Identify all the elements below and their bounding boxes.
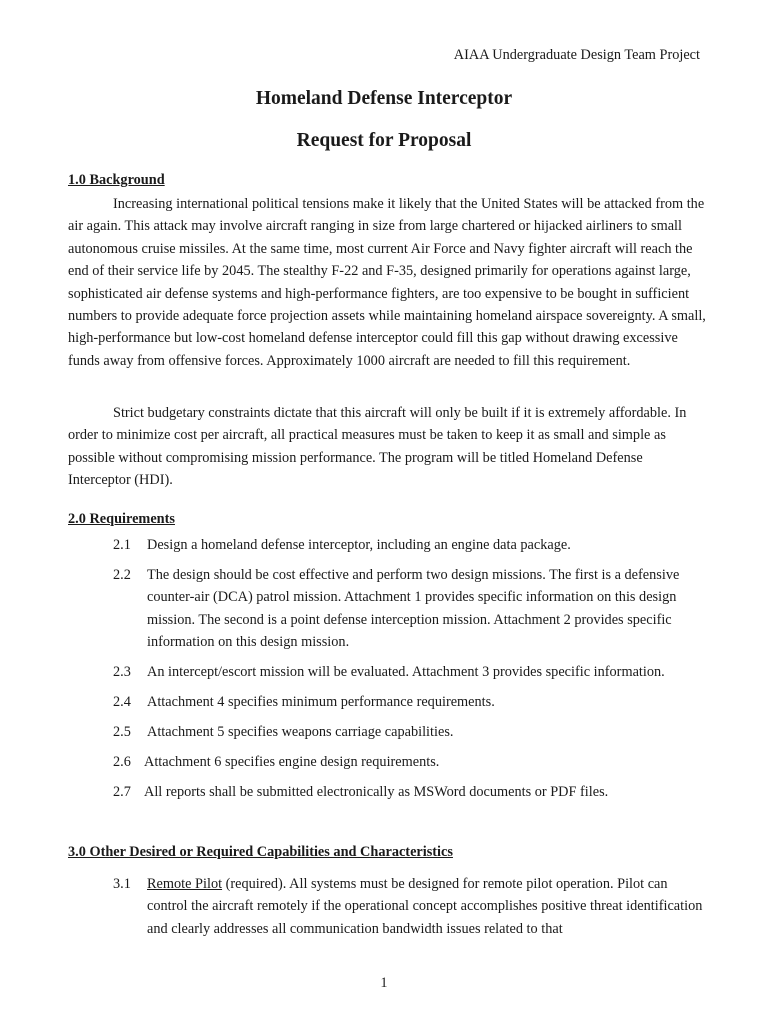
requirement-number: 2.7 [113,784,131,800]
capability-term: Remote Pilot [147,876,223,892]
requirement-item [113,751,713,773]
requirement-item [113,781,713,803]
requirement-number: 2.3 [113,664,131,680]
requirement-number: 2.2 [113,567,131,583]
capability-number: 3.1 [113,876,131,892]
section-heading-requirements: 2.0 Requirements [68,511,175,527]
document-subtitle: Request for Proposal [296,130,472,151]
requirement-text: The design should be cost effective and perform two design missions. The first is a defensive counter-air (DCA) patrol mission. Attachment 1 provides specific information on this design mission. The second is a point defense interception mission. Attachment 2 provides specific information on this design mission. [147,567,680,651]
requirement-number: 2.5 [113,724,131,740]
requirement-item [113,564,713,654]
page-number: 1 [380,975,388,991]
requirement-item [113,691,713,713]
requirement-text: Attachment 4 specifies minimum performance requirements. [147,694,495,710]
requirement-text: Attachment 5 specifies weapons carriage capabilities. [147,724,454,740]
requirement-number: 2.4 [113,694,131,710]
requirement-item [113,721,713,743]
background-paragraph-2: Strict budgetary constraints dictate that this aircraft will only be built if it is extremely affordable. In order to minimize cost per aircraft, all practical measures must be taken to keep it as small and simple as possible without compromising mission performance. The program will be titled Homeland Defense Interceptor (HDI). [68,405,687,489]
requirement-text: Attachment 6 specifies engine design requirements. [144,754,440,770]
requirement-item [113,661,713,683]
requirement-item [113,534,713,556]
requirement-text: Design a homeland defense interceptor, including an engine data package. [147,537,571,553]
capability-text [147,873,703,940]
section-heading-capabilities: 3.0 Other Desired or Required Capabilities and Characteristics [68,844,453,860]
capability-description: (required). All systems must be designed for remote pilot operation. Pilot can control the aircraft remotely if the operational concept accomplishes positive threat identification and clearly addresses all communication bandwidth issues related to that [147,876,703,937]
requirement-number: 2.6 [113,754,131,770]
requirement-text: An intercept/escort mission will be evaluated. Attachment 3 provides specific information. [147,664,665,680]
background-paragraph-1: Increasing international political tensions make it likely that the United States will be attacked from the air again. This attack may involve aircraft ranging in size from large chartered or hijacked airliners to small autonomous cruise missiles. At the same time, most current Air Force and Navy fighter aircraft will reach the end of their service life by 2045. The stealthy F-22 and F-35, designed primarily for operations against large, sophisticated air defense systems and high-performance fighters, are too expensive to be bought in sufficient numbers to provide adequate force projection assets while maintaining homeland airspace sovereignty. A small, high-performance but low-cost homeland defense interceptor could fill this gap without drawing excessive funds away from offensive forces. Approximately 1000 aircraft are needed to fill this requirement. [68,196,706,369]
document-title: Homeland Defense Interceptor [255,88,513,109]
capability-item [113,873,703,940]
running-header: AIAA Undergraduate Design Team Project [453,47,700,63]
section-heading-background: 1.0 Background [68,172,165,188]
requirement-number: 2.1 [113,537,131,553]
requirement-text: All reports shall be submitted electronically as MSWord documents or PDF files. [144,784,609,800]
